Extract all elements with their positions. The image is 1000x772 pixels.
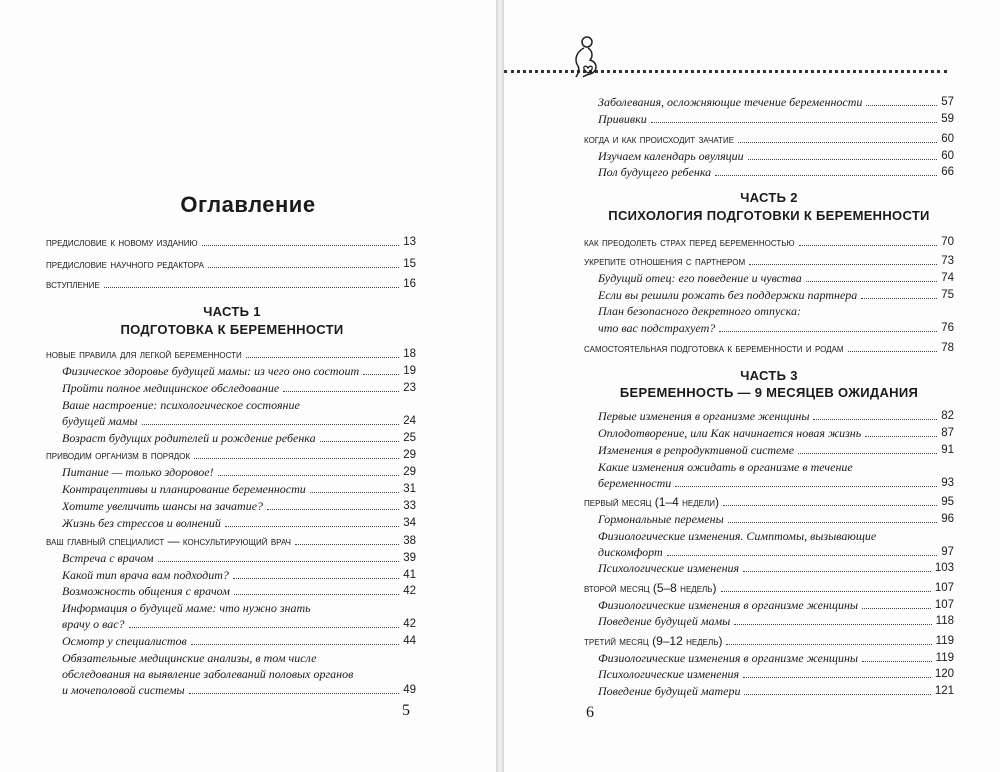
- toc-entry: [46, 346, 416, 361]
- entry-text: первый месяц (1–4 недели): [584, 495, 719, 509]
- entry-page: 95: [941, 496, 954, 508]
- toc-entry: [598, 683, 954, 698]
- entry-text: Встреча с врачом: [62, 551, 154, 565]
- toc-entry: [598, 425, 954, 440]
- entry-text: когда и как происходит зачатие: [584, 132, 735, 146]
- book-gutter: [496, 0, 504, 772]
- entry-text: Питание — только здоровое!: [62, 465, 214, 479]
- toc-entry: [598, 442, 954, 457]
- entry-text: укрепите отношения с партнером: [584, 254, 746, 268]
- toc-entry: [598, 303, 954, 318]
- entry-page: 29: [403, 449, 416, 461]
- entry-text: Гормональные перемены: [598, 512, 724, 526]
- toc-entry: [46, 447, 416, 462]
- entry-text: Физиологические изменения в организме женщины: [598, 651, 859, 665]
- entry-text: Физиологические изменения. Симптомы, вызывающие: [598, 529, 877, 543]
- entry-page: 118: [935, 615, 954, 627]
- entry-page: 70: [941, 236, 954, 248]
- entry-page: 15: [403, 258, 416, 270]
- right-page: [504, 0, 1000, 772]
- entry-page: 33: [403, 500, 416, 512]
- entry-text: обследования на выявление заболеваний половых органов: [62, 667, 354, 681]
- toc-entry: [598, 270, 954, 285]
- toc-entry: [62, 666, 416, 681]
- entry-text: Возможность общения с врачом: [62, 584, 230, 598]
- entry-text: Осмотр у специалистов: [62, 634, 187, 648]
- toc-entry: [598, 597, 954, 612]
- toc-entry: [598, 320, 954, 335]
- entry-text: Если вы решили рожать без поддержки партнера: [598, 288, 858, 302]
- part-title: БЕРЕМЕННОСТЬ — 9 МЕСЯЦЕВ ОЖИДАНИЯ: [619, 385, 919, 400]
- toc-entry: [62, 515, 416, 530]
- entry-text: Психологические изменения: [598, 667, 740, 681]
- entry-text: Пол будущего ребенка: [598, 165, 712, 179]
- entry-text: Хотите увеличить шансы на зачатие?: [62, 499, 264, 513]
- entry-page: 42: [403, 618, 416, 630]
- toc-entry: [584, 580, 954, 595]
- entry-page: 23: [403, 382, 416, 394]
- entry-text: самостоятельная подготовка к беременности и родам: [584, 341, 844, 355]
- entry-text: Контрацептивы и планирование беременности: [62, 482, 306, 496]
- entry-text: предисловие научного редактора: [46, 257, 204, 271]
- toc-entry: [62, 464, 416, 479]
- entry-text: Будущий отец: его поведение и чувства: [598, 271, 802, 285]
- toc-entry: [46, 256, 416, 271]
- entry-text: Информация о будущей маме: что нужно знать: [62, 601, 311, 615]
- entry-page: 74: [941, 272, 954, 284]
- part-label: ЧАСТЬ 3: [740, 368, 798, 383]
- entry-text: Физиологические изменения в организме женщины: [598, 598, 859, 612]
- entry-page: 60: [941, 150, 954, 162]
- toc-entry: [598, 164, 954, 179]
- toc-entry: [598, 666, 954, 681]
- entry-page: 29: [403, 466, 416, 478]
- entry-text: Жизнь без стрессов и волнений: [62, 516, 221, 530]
- entry-page: 44: [403, 635, 416, 647]
- toc-entry: [584, 253, 954, 268]
- entry-page: 42: [403, 585, 416, 597]
- entry-text: вступление: [46, 277, 100, 291]
- entry-text: второй месяц (5–8 недель): [584, 581, 717, 595]
- part-label: ЧАСТЬ 2: [740, 190, 798, 205]
- entry-page: 78: [941, 342, 954, 354]
- entry-page: 91: [941, 444, 954, 456]
- entry-page: 82: [941, 410, 954, 422]
- entry-text: Поведение будущей мамы: [598, 614, 731, 628]
- entry-page: 103: [934, 562, 954, 574]
- toc-entry: [62, 430, 416, 445]
- entry-text: Заболевания, осложняющие течение беременности: [598, 95, 863, 109]
- entry-page: 73: [941, 255, 954, 267]
- entry-text: Ваше настроение: психологическое состояние: [62, 398, 300, 412]
- toc-entry: [598, 408, 954, 423]
- entry-page: 107: [934, 582, 954, 594]
- entry-text: Первые изменения в организме женщины: [598, 409, 810, 423]
- part-title: ПСИХОЛОГИЯ ПОДГОТОВКИ К БЕРЕМЕННОСТИ: [608, 208, 930, 223]
- toc-entry: [62, 380, 416, 395]
- entry-page: 31: [403, 483, 416, 495]
- entry-page: 59: [941, 113, 954, 125]
- entry-page: 60: [941, 133, 954, 145]
- toc-entry: [46, 533, 416, 548]
- part-title: ПОДГОТОВКА К БЕРЕМЕННОСТИ: [120, 322, 344, 337]
- entry-text: и мочеполовой системы: [62, 683, 185, 697]
- entry-page: 120: [934, 668, 954, 680]
- entry-text: Оплодотворение, или Как начинается новая жизнь: [598, 426, 862, 440]
- toc-entry: [46, 276, 416, 291]
- entry-text: как преодолеть страх перед беременностью: [584, 235, 795, 249]
- entry-text: что вас подстрахует?: [598, 321, 716, 335]
- toc-entry: [62, 633, 416, 648]
- toc-entry: [62, 616, 416, 631]
- toc-entry: [598, 459, 954, 474]
- page-number: 5: [402, 702, 410, 719]
- toc-entry: [62, 498, 416, 513]
- toc-entry: [62, 650, 416, 665]
- entry-text: Изучаем календарь овуляции: [598, 149, 744, 163]
- toc-entry: [598, 511, 954, 526]
- entry-page: 119: [935, 652, 954, 664]
- toc-entry: [62, 567, 416, 582]
- entry-page: 49: [403, 684, 416, 696]
- toc-entry: [598, 111, 954, 126]
- entry-page: 38: [403, 535, 416, 547]
- entry-page: 87: [941, 427, 954, 439]
- toc-entry: [598, 94, 954, 109]
- entry-page: 93: [941, 477, 954, 489]
- toc-entry: [598, 650, 954, 665]
- entry-page: 24: [403, 415, 416, 427]
- entry-page: 97: [941, 546, 954, 558]
- toc-entry: [46, 234, 416, 249]
- pregnant-woman-heart-icon: [564, 34, 604, 78]
- toc-entry: [598, 528, 954, 543]
- entry-page: 34: [403, 517, 416, 529]
- entry-text: Какие изменения ожидать в организме в течение: [598, 460, 853, 474]
- entry-page: 107: [934, 599, 954, 611]
- toc-entry: [584, 131, 954, 146]
- toc-entry: [62, 413, 416, 428]
- toc-entry: [598, 560, 954, 575]
- entry-page: 76: [941, 322, 954, 334]
- toc-entry: [598, 544, 954, 559]
- entry-page: 18: [403, 348, 416, 360]
- toc-entry: [62, 397, 416, 412]
- entry-text: предисловие к новому изданию: [46, 235, 198, 249]
- entry-text: ваш главный специалист — консультирующий врач: [46, 534, 292, 548]
- entry-text: беременности: [598, 476, 672, 490]
- toc-entry: [62, 363, 416, 378]
- entry-text: дискомфорт: [598, 545, 663, 559]
- entry-text: Физическое здоровье будущей мамы: из чего оно состоит: [62, 364, 360, 378]
- entry-text: Изменения в репродуктивной системе: [598, 443, 795, 457]
- toc-entry: [62, 600, 416, 615]
- toc-entry: [584, 340, 954, 355]
- entry-page: 121: [934, 685, 954, 697]
- toc-entry: [62, 682, 416, 697]
- toc-entry: [598, 613, 954, 628]
- entry-text: новые правила для легкой беременности: [46, 347, 242, 361]
- entry-text: врачу о вас?: [62, 617, 125, 631]
- entry-text: Возраст будущих родителей и рождение ребенка: [62, 431, 316, 445]
- entry-page: 57: [941, 96, 954, 108]
- toc-entry: [62, 550, 416, 565]
- toc-title: Оглавление: [180, 192, 316, 217]
- toc-entry: [598, 475, 954, 490]
- part-label: ЧАСТЬ 1: [203, 304, 261, 319]
- entry-text: Психологические изменения: [598, 561, 740, 575]
- entry-text: План безопасного декретного отпуска:: [598, 304, 801, 318]
- entry-text: будущей мамы: [62, 414, 138, 428]
- toc-entry: [584, 234, 954, 249]
- entry-page: 96: [941, 513, 954, 525]
- entry-text: Поведение будущей матери: [598, 684, 741, 698]
- entry-page: 13: [403, 236, 416, 248]
- entry-text: Обязательные медицинские анализы, в том числе: [62, 651, 317, 665]
- entry-page: 119: [935, 635, 954, 647]
- left-page: [0, 0, 496, 772]
- toc-entry: [584, 494, 954, 509]
- entry-page: 16: [403, 278, 416, 290]
- toc-entry: [62, 583, 416, 598]
- page-number: 6: [586, 704, 594, 721]
- entry-page: 19: [403, 365, 416, 377]
- entry-page: 66: [941, 166, 954, 178]
- toc-entry: [598, 287, 954, 302]
- entry-text: Прививки: [598, 112, 647, 126]
- entry-text: Пройти полное медицинское обследование: [62, 381, 280, 395]
- entry-text: приводим организм в порядок: [46, 448, 191, 462]
- entry-page: 25: [403, 432, 416, 444]
- entry-page: 39: [403, 552, 416, 564]
- entry-page: 41: [403, 569, 416, 581]
- toc-entry: [598, 148, 954, 163]
- toc-entry: [62, 481, 416, 496]
- toc-entry: [584, 633, 954, 648]
- entry-page: 75: [941, 289, 954, 301]
- entry-text: Какой тип врача вам подходит?: [62, 568, 229, 582]
- entry-text: третий месяц (9–12 недель): [584, 634, 723, 648]
